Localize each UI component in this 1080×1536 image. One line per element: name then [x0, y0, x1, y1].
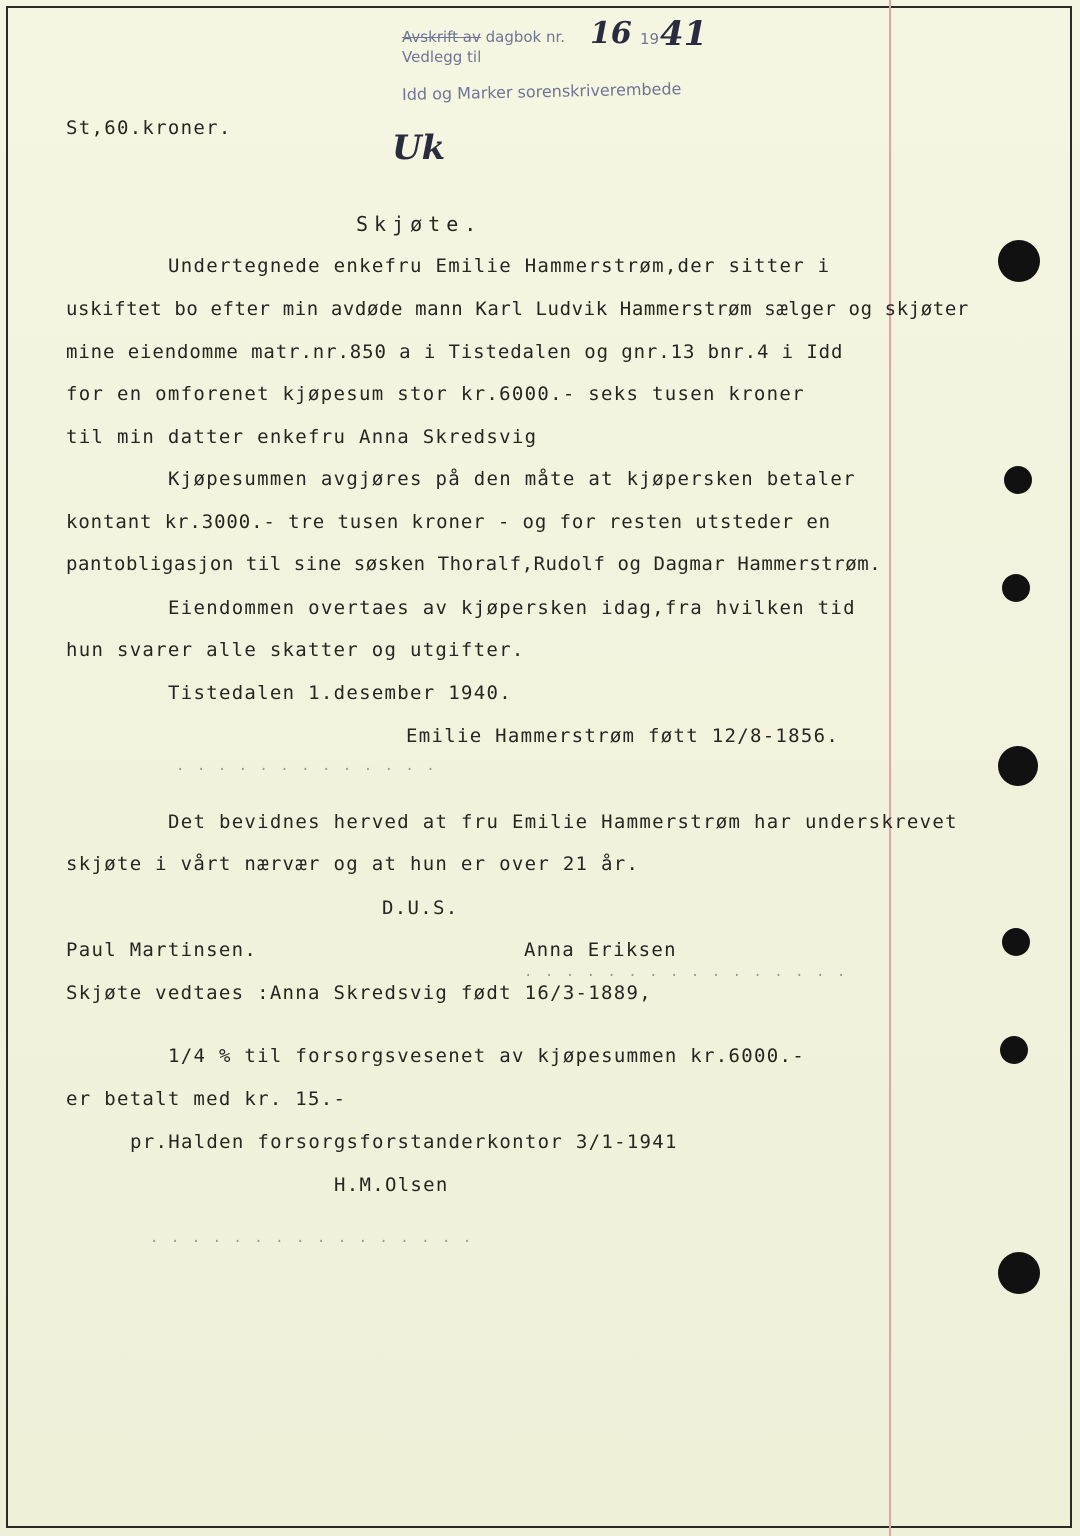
fee-note: St,60.kroner.: [66, 117, 232, 139]
punch-hole: [998, 746, 1038, 786]
witness-text-line: Det bevidnes herved at fru Emilie Hammerstrøm har underskrevet: [168, 811, 958, 833]
document-title: Skjøte.: [356, 212, 483, 236]
stamp-line-1: [402, 28, 565, 46]
witness-text-line: skjøte i vårt nærvær og at hun er over 21 år.: [66, 853, 640, 875]
dus-abbreviation: D.U.S.: [382, 897, 459, 919]
punch-hole: [998, 240, 1040, 282]
witness-1-name: Paul Martinsen.: [66, 939, 258, 961]
body-line: for en omforenet kjøpesum stor kr.6000.- seks tusen kroner: [66, 383, 805, 405]
signature-dotted-line: . . . . . . . . . . . . .: [176, 758, 437, 774]
stamp-year-printed: 19: [640, 30, 660, 48]
body-line: pantobligasjon til sine søsken Thoralf,Rudolf og Dagmar Hammerstrøm.: [66, 553, 882, 575]
body-line: mine eiendomme matr.nr.850 a i Tistedalen og gnr.13 bnr.4 i Idd: [66, 341, 844, 363]
punch-hole: [998, 1252, 1040, 1294]
body-line: uskiftet bo efter min avdøde mann Karl Ludvik Hammerstrøm sælger og skjøter: [66, 298, 969, 320]
place-date: Tistedalen 1.desember 1940.: [168, 682, 512, 704]
body-line: hun svarer alle skatter og utgifter.: [66, 639, 525, 661]
witness-2-name: Anna Eriksen: [524, 939, 677, 961]
body-line: Kjøpesummen avgjøres på den måte at kjøpersken betaler: [168, 468, 856, 490]
body-line: Eiendommen overtaes av kjøpersken idag,fra hvilken tid: [168, 597, 856, 619]
punch-hole: [1000, 1036, 1028, 1064]
signer-line: Emilie Hammerstrøm føtt 12/8-1856.: [406, 725, 840, 747]
fee-text-line: er betalt med kr. 15.-: [66, 1088, 347, 1110]
office-line: pr.Halden forsorgsforstanderkontor 3/1-1941: [130, 1131, 678, 1153]
fee-text-line: 1/4 % til forsorgsvesenet av kjøpesummen kr.6000.-: [168, 1045, 805, 1067]
page-border: [6, 6, 1072, 1528]
witness-dotted-line: . . . . . . . . . . . . . . . .: [524, 964, 848, 980]
body-line: kontant kr.3000.- tre tusen kroner - og for resten utsteder en: [66, 511, 832, 533]
dagbok-number-handwritten: 16: [590, 16, 632, 51]
officer-dotted-line: . . . . . . . . . . . . . . . .: [150, 1230, 474, 1246]
officer-name: H.M.Olsen: [334, 1174, 449, 1196]
punch-hole: [1004, 466, 1032, 494]
punch-hole: [1002, 574, 1030, 602]
stamp-dagbok-label: dagbok nr.: [485, 28, 566, 46]
stamp-prefix: Avskrift av: [402, 28, 481, 46]
body-line: til min datter enkefru Anna Skredsvig: [66, 426, 538, 448]
year-handwritten: 41: [660, 14, 708, 54]
punch-hole: [1002, 928, 1030, 956]
margin-line: [889, 0, 891, 1536]
stamp-line-2: Vedlegg til: [402, 48, 482, 66]
stamp-line-3: Idd og Marker sorenskriverembede: [401, 79, 682, 104]
body-line: Undertegnede enkefru Emilie Hammerstrøm,der sitter i: [168, 255, 831, 277]
acceptance-line: Skjøte vedtaes :Anna Skredsvig født 16/3-1889,: [66, 982, 652, 1004]
initials-handwritten: Uk: [392, 128, 446, 168]
